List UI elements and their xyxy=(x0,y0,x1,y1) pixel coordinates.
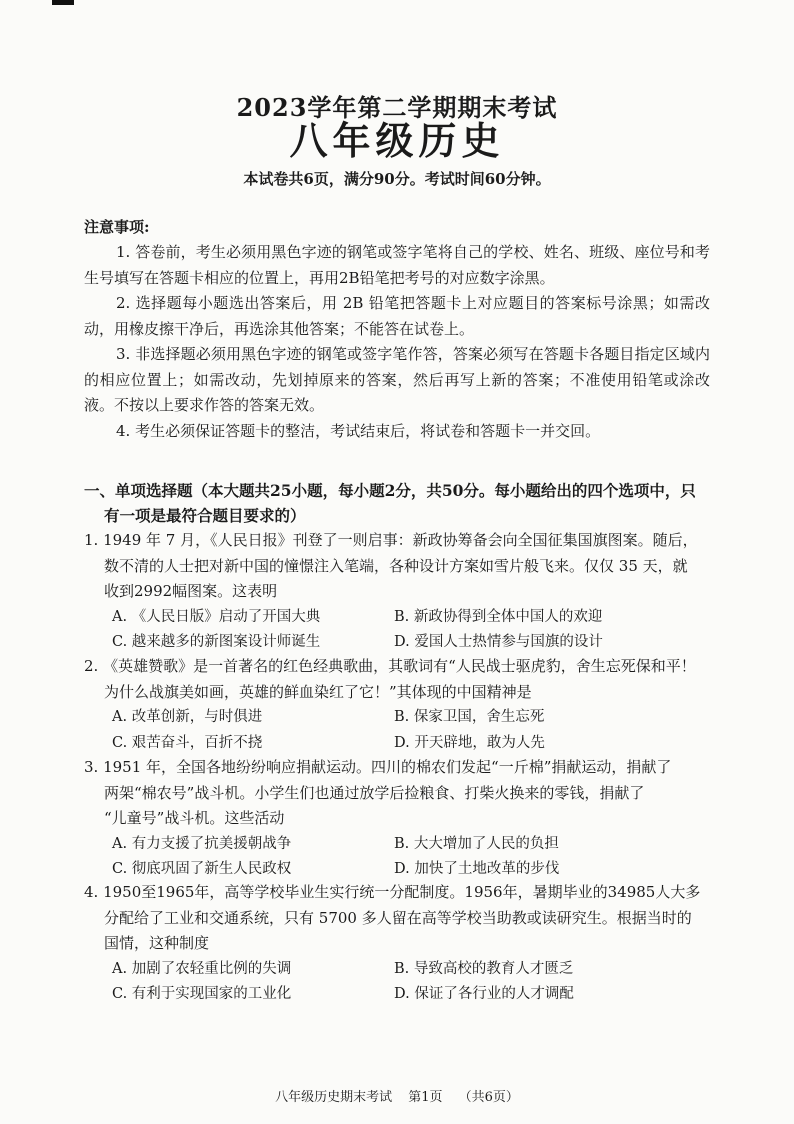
option-b[interactable]: B. 大大增加了人民的负担 xyxy=(394,835,559,852)
footer-total-pages: （共6页） xyxy=(458,1090,519,1105)
page-footer xyxy=(0,1086,794,1105)
note-item: 3. 非选择题必须用黑色字迹的钢笔或签字笔作答，答案必须写在答题卡各题目指定区域内的相应位置上；如需改动，先划掉原来的答案，然后再写上新的答案；不准使用铅笔或涂改液。不按以上要求作答的答案无效。 xyxy=(84,345,710,414)
question-stem: 分配给了工业和交通系统，只有 5700 多人留在高等学校当助教或读研究生。根据当时的 xyxy=(104,908,692,927)
question-stem: 为什么战旗美如画，英雄的鲜血染红了它！”其体现的中国精神是 xyxy=(104,682,532,701)
option-d[interactable]: D. 开天辟地，敢为人先 xyxy=(394,734,545,751)
scan-corner-mark xyxy=(52,0,74,5)
question-stem: 2. 《英雄赞歌》是一首著名的红色经典歌曲，其歌词有“人民战士驱虎豹，舍生忘死保和平！ xyxy=(84,657,696,675)
section-heading-line: 一、单项选择题（本大题共25小题，每小题2分，共50分。每小题给出的四个选项中，只 xyxy=(84,481,696,500)
options xyxy=(84,705,714,756)
notes-heading: 注意事项: xyxy=(84,218,150,236)
note-item: 4. 考生必须保证答题卡的整洁，考试结束后，将试卷和答题卡一并交回。 xyxy=(116,422,601,440)
question-stem: 3. 1951 年，全国各地纷纷响应捐献运动。四川的棉农们发起“一斤棉”捐献运动，捐献了 xyxy=(84,758,672,776)
option-c[interactable]: C. 越来越多的新图案设计师诞生 xyxy=(112,634,321,650)
option-a[interactable]: A. 《人民日版》启动了开国大典 xyxy=(112,608,321,625)
option-a[interactable]: A. 改革创新，与时俱进 xyxy=(112,709,263,725)
subject-title: 八年级历史 xyxy=(289,118,505,163)
option-b[interactable]: B. 导致高校的教育人才匮乏 xyxy=(394,960,574,977)
section-heading xyxy=(84,478,714,528)
option-b[interactable]: B. 新政协得到全体中国人的欢迎 xyxy=(394,608,603,625)
options xyxy=(84,957,714,1008)
option-d[interactable]: D. 爱国人士热情参与国旗的设计 xyxy=(394,634,603,650)
option-d[interactable]: D. 加快了土地改革的步伐 xyxy=(394,861,560,877)
option-a[interactable]: A. 加剧了农轻重比例的失调 xyxy=(112,960,292,977)
options xyxy=(84,832,714,883)
footer-page-number: 第1页 xyxy=(408,1090,443,1105)
footer-exam-name: 八年级历史期末考试 xyxy=(275,1090,393,1105)
exam-info: 本试卷共6页，满分90分。考试时间60分钟。 xyxy=(243,170,551,188)
option-a[interactable]: A. 有力支援了抗美援朝战争 xyxy=(112,835,292,852)
section-heading-line: 有一项是最符合题目要求的） xyxy=(104,506,306,525)
question-4 xyxy=(84,880,714,1008)
option-c[interactable]: C. 有利于实现国家的工业化 xyxy=(112,986,292,1002)
question-2 xyxy=(84,654,714,756)
question-1 xyxy=(84,528,714,656)
option-c[interactable]: C. 彻底巩固了新生人民政权 xyxy=(112,861,292,877)
option-d[interactable]: D. 保证了各行业的人才调配 xyxy=(394,986,574,1002)
question-stem: 1. 1949 年 7 月，《人民日报》刊登了一则启事：新政协筹备会向全国征集国旗图案。随后， xyxy=(84,531,698,549)
options xyxy=(84,605,714,656)
option-b[interactable]: B. 保家卫国，舍生忘死 xyxy=(394,709,545,725)
question-stem: 国情，这种制度 xyxy=(104,934,210,952)
option-c[interactable]: C. 艰苦奋斗，百折不挠 xyxy=(112,734,263,751)
question-stem: 两架“棉农号”战斗机。小学生们也通过放学后捡粮食、打柴火换来的零钱，捐献了 xyxy=(104,783,645,802)
question-3 xyxy=(84,755,714,883)
note-item: 2. 选择题每小题选出答案后，用 2B 铅笔把答题卡上对应题目的答案标号涂黑；如需改动，用橡皮擦干净后，再选涂其他答案；不能答在试卷上。 xyxy=(84,294,710,338)
question-stem: 收到2992幅图案。这表明 xyxy=(104,582,278,600)
exam-title: 2023学年第二学期期末考试 xyxy=(236,93,558,122)
note-item: 1. 答卷前，考生必须用黑色字迹的钢笔或签字笔将自己的学校、姓名、班级、座位号和考生号填写在答题卡相应的位置上，再用2B铅笔把考号的对应数字涂黑。 xyxy=(84,243,710,287)
question-stem: 4. 1950至1965年，高等学校毕业生实行统一分配制度。1956年，暑期毕业的34985人大多 xyxy=(84,883,701,901)
question-stem: 数不清的人士把对新中国的憧憬注入笔端，各种设计方案如雪片般飞来。仅仅 35 天，就 xyxy=(104,556,688,575)
question-stem: “儿童号”战斗机。这些活动 xyxy=(104,809,285,827)
